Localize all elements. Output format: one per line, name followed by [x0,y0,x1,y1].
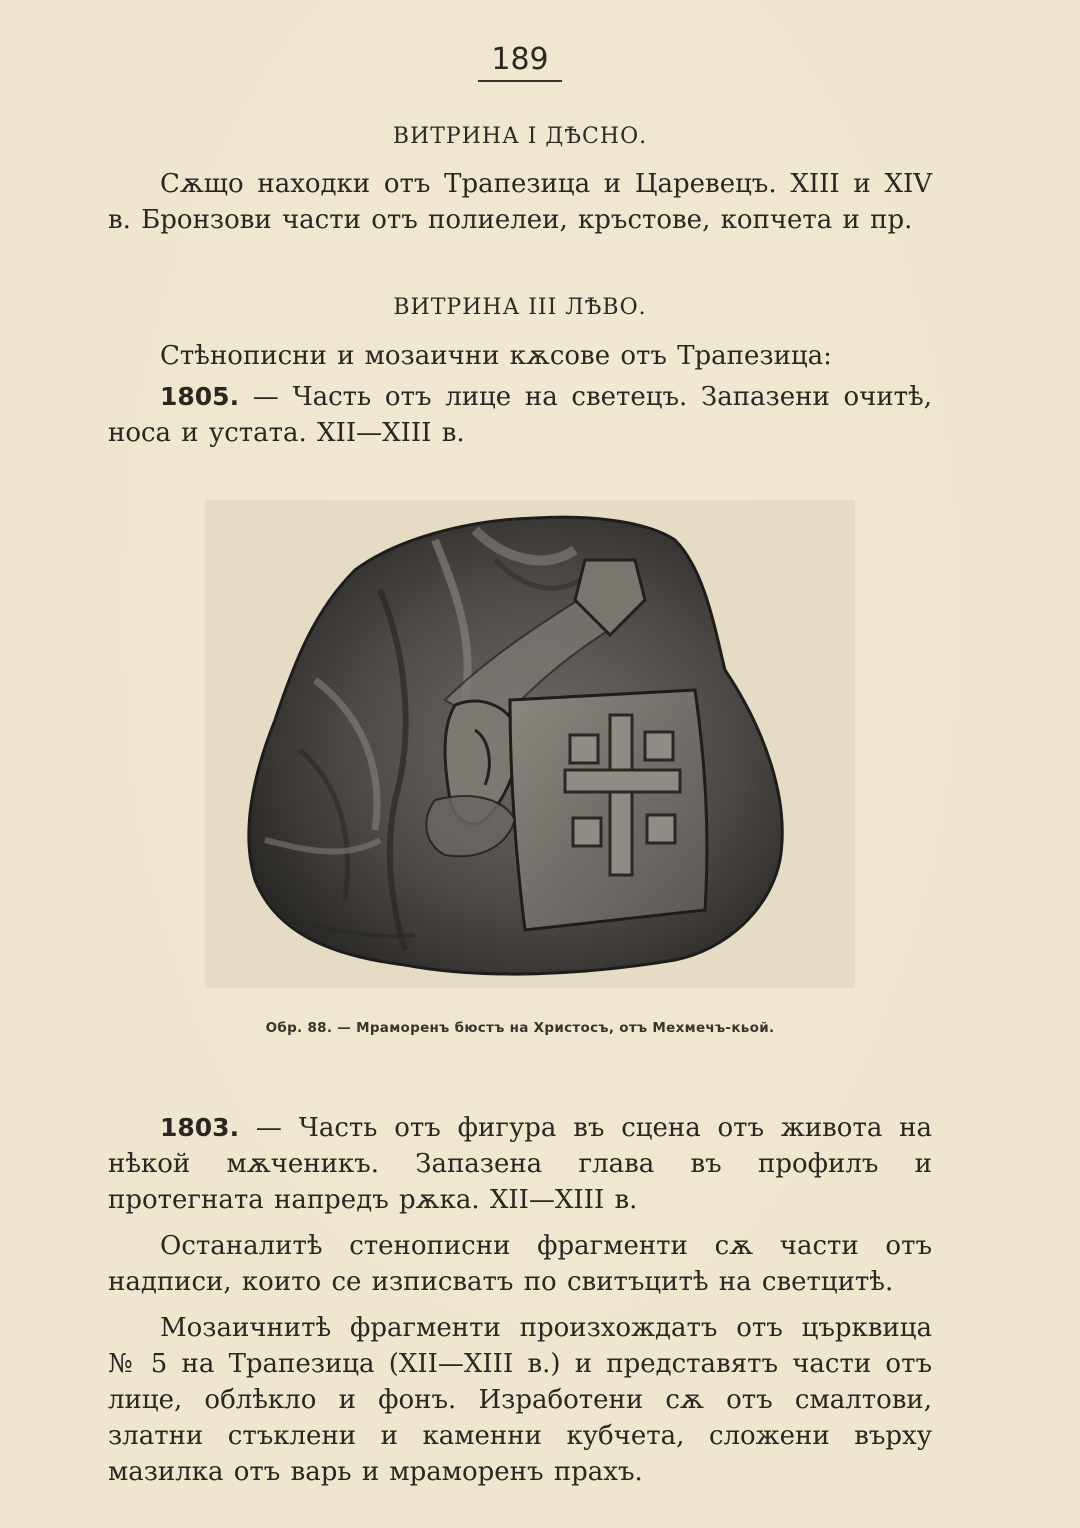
entry-1803-number: 1803. [160,1113,240,1142]
marble-bust-image [205,500,855,988]
entry-1803 [108,1110,932,1218]
entry-1805 [108,379,932,451]
figure-88 [205,500,855,988]
entry-1805-text: — Часть отъ лице на светецъ. Запазени очитѣ, носа и устата. XII—XIII в. [108,382,932,448]
entry-1805-number: 1805. [160,382,240,411]
page-number: 189 [491,42,549,77]
section-heading-vitrina-3: ВИТРИНА III ЛѢВО. [393,295,647,320]
page-number-underline [478,80,562,82]
section-heading-vitrina-1: ВИТРИНА I ДѢСНО. [392,124,648,149]
paragraph-vitrina-3-intro: Стѣнописни и мозаични кѫсове отъ Трапезица: [160,341,832,371]
figure-caption: Обр. 88. — Мраморенъ бюстъ на Христосъ, отъ Мехмечъ-кьой. [265,1020,775,1036]
paragraph-remaining-fragments: Останалитѣ стенописни фрагменти сѫ части отъ надписи, които се изписватъ по свитъцитѣ на светцитѣ. [108,1231,932,1297]
entry-1803-text: — Часть отъ фигура въ сцена отъ живота на нѣкой мѫченикъ. Запазена глава въ профилъ и протегната напредъ рѫка. XII—XIII в. [108,1113,932,1215]
paragraph-mosaic-fragments: Мозаичнитѣ фрагменти произхождатъ отъ църквица № 5 на Трапезица (XII—XIII в.) и представятъ части отъ лице, облѣкло и фонъ. Изработени сѫ отъ смалтови, златни стъклени и каменни кубчета, сложени върху мазилка отъ варь и мраморенъ прахъ. [108,1313,932,1487]
paragraph-vitrina-1: Сѫщо находки отъ Трапезица и Царевецъ. XIII и XIV в. Бронзови части отъ полиелеи, кръстове, копчета и пр. [108,169,932,235]
